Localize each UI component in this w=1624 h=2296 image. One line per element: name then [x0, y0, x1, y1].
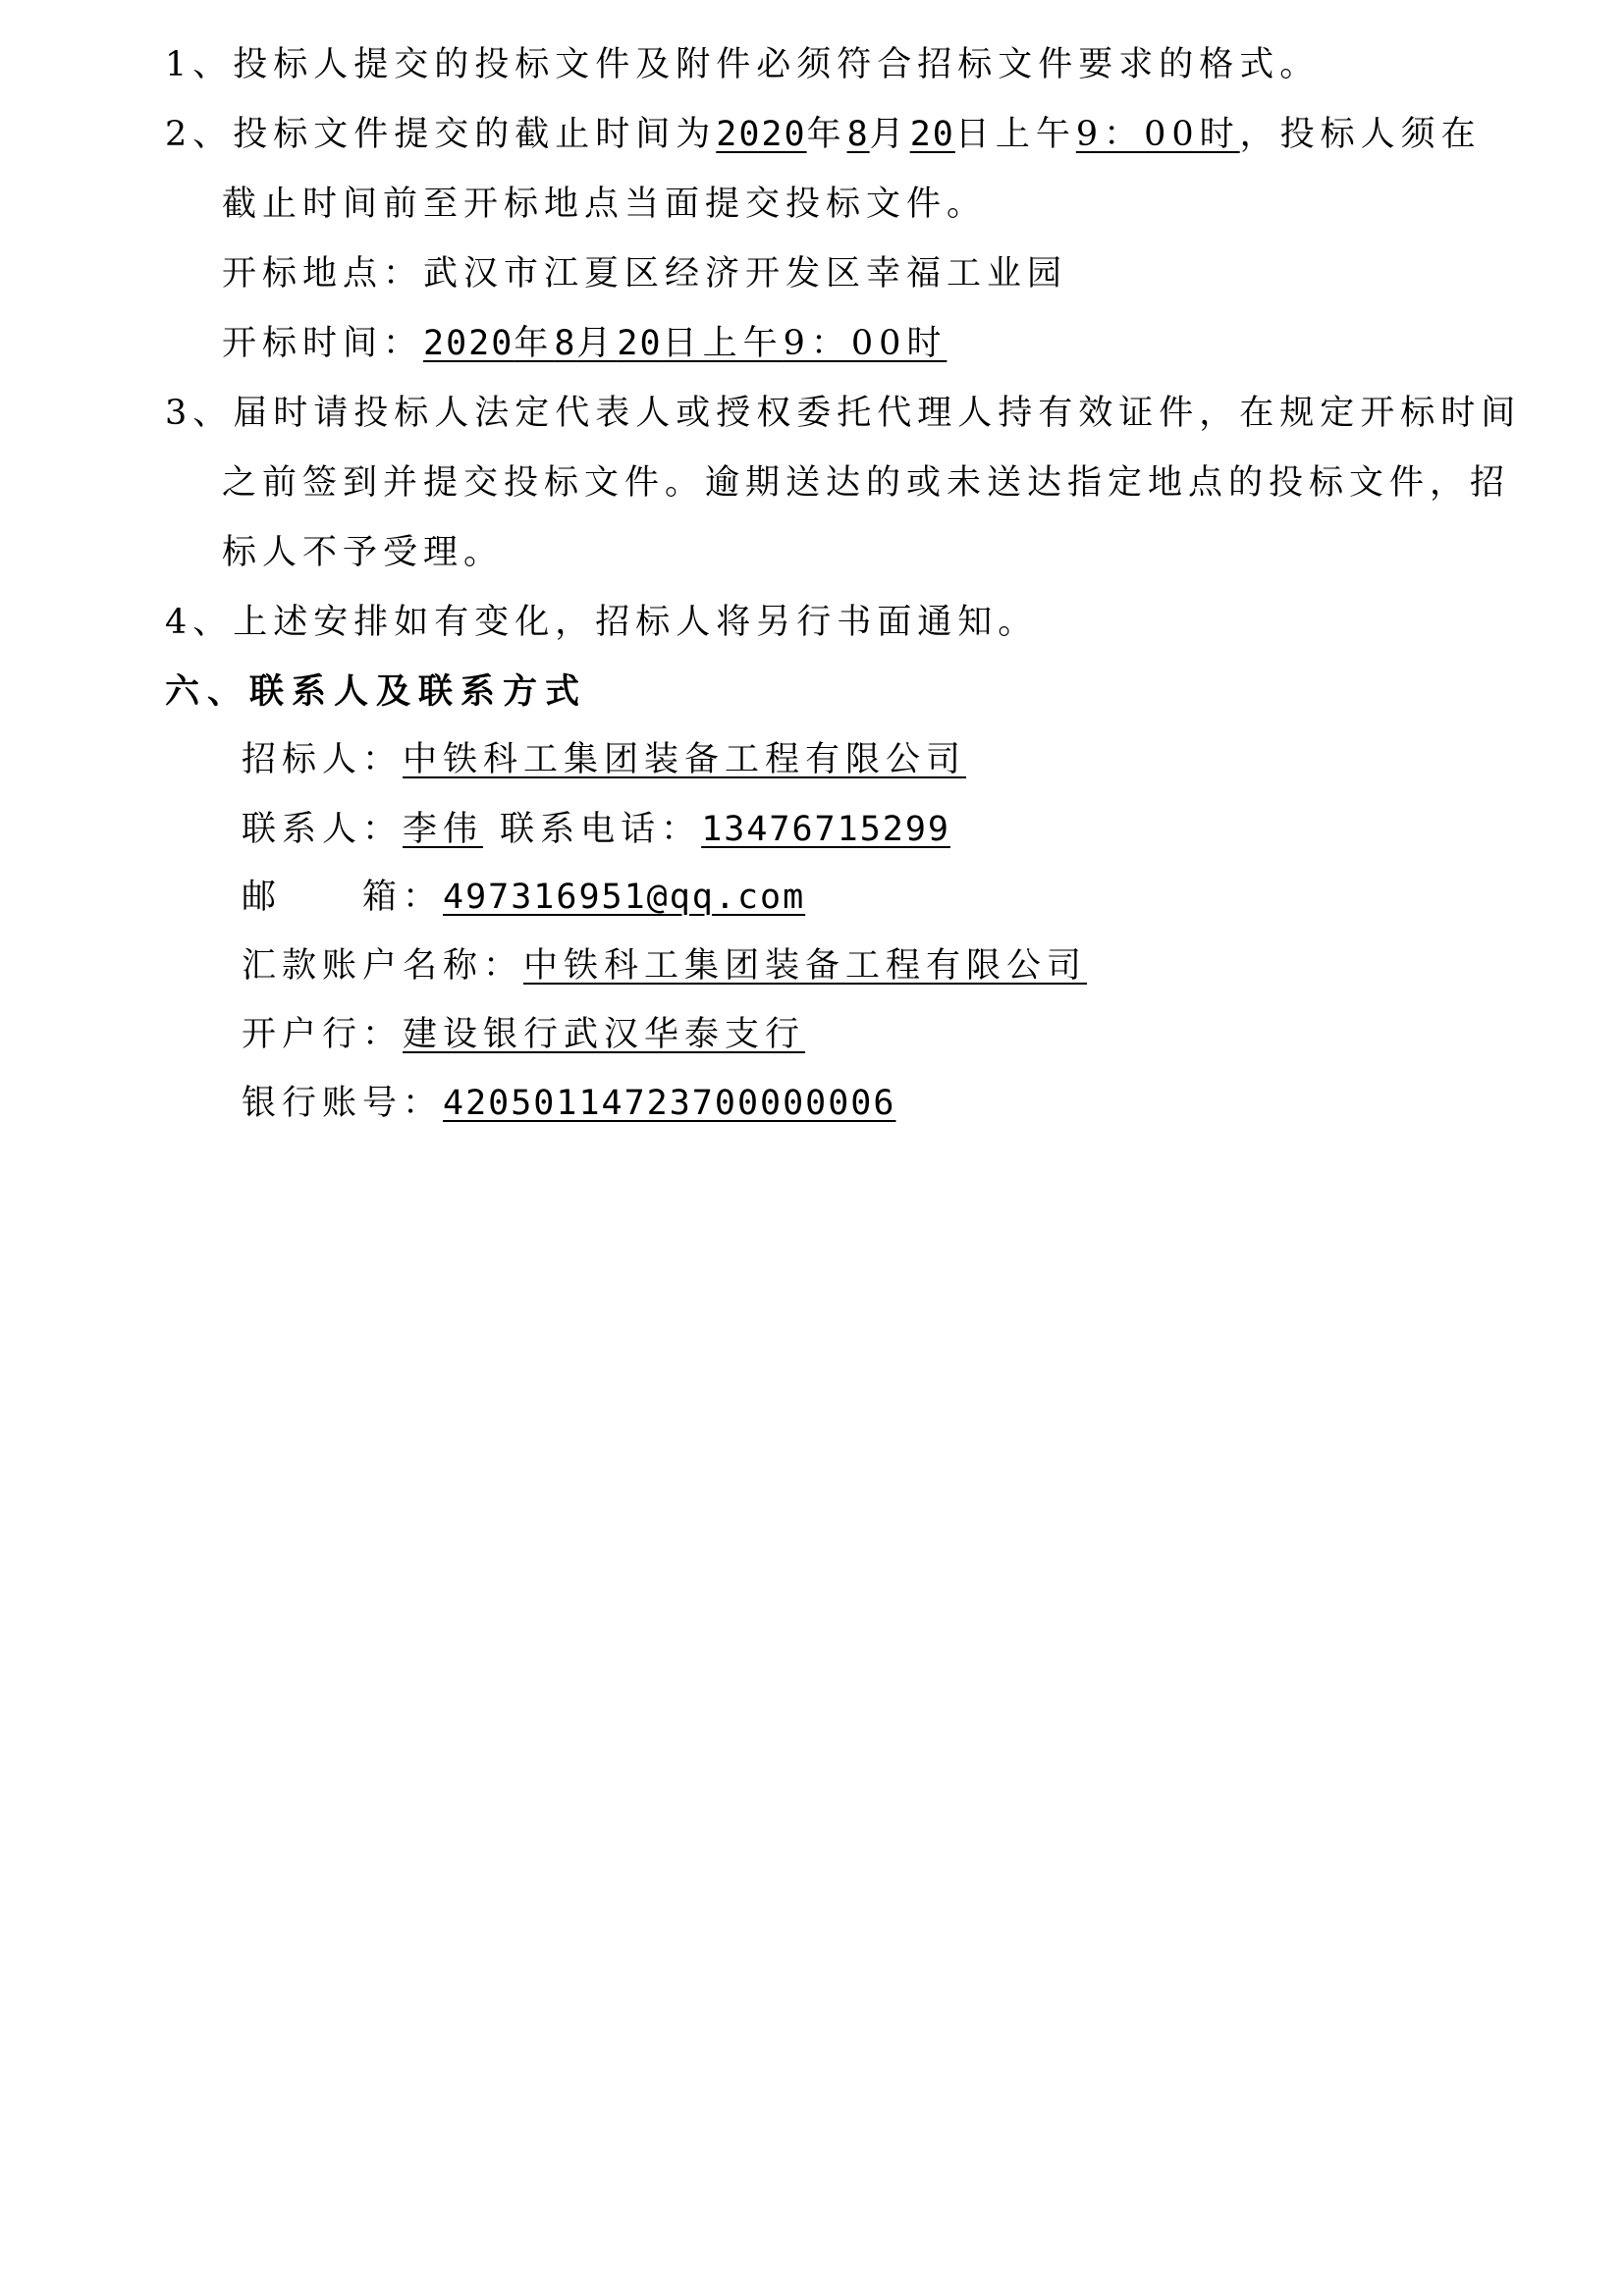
- opening-year: 2020: [423, 324, 514, 363]
- account-no-value: 42050114723700000006: [443, 1084, 896, 1123]
- opening-month: 8: [554, 324, 577, 363]
- tenderer-label: 招标人：: [242, 740, 404, 779]
- bank-value: 建设银行武汉华泰支行: [403, 1015, 806, 1054]
- item-2-prefix: 2、投标文件提交的截止时间为: [165, 115, 717, 154]
- email-row: [242, 876, 805, 919]
- item-2-line-1: [165, 113, 1482, 156]
- section-6-heading: [165, 670, 587, 714]
- account-no-row: [242, 1082, 895, 1125]
- opening-month-unit: 月: [576, 324, 618, 363]
- deadline-day: 20: [909, 115, 955, 154]
- deadline-month: 8: [846, 115, 870, 154]
- account-name-row: [242, 944, 1087, 988]
- item-3-line-3-text: 标人不予受理。: [222, 533, 505, 572]
- opening-location-value: 武汉市江夏区经济开发区幸福工业园: [423, 254, 1068, 294]
- account-name-value: 中铁科工集团装备工程有限公司: [523, 946, 1088, 986]
- opening-day: 20: [617, 324, 663, 363]
- tenderer-value: 中铁科工集团装备工程有限公司: [403, 740, 967, 779]
- item-3-line-2-text: 之前签到并提交投标文件。逾期送达的或未送达指定地点的投标文件，招: [222, 463, 1511, 503]
- item-3-line-1: [165, 392, 1521, 435]
- phone-label: 联系电话：: [500, 810, 702, 849]
- contact-label: 联系人：: [242, 810, 404, 849]
- phone-value: 13476715299: [701, 810, 950, 849]
- opening-year-unit: 年: [514, 324, 555, 363]
- email-label: 邮 箱：: [242, 878, 444, 917]
- deadline-year: 2020: [716, 115, 807, 154]
- opening-day-unit: 日上午: [662, 324, 784, 363]
- deadline-time: 9：00时: [1075, 115, 1240, 154]
- deadline-day-unit: 日上午: [954, 115, 1076, 154]
- bank-row: [242, 1013, 805, 1056]
- account-no-label: 银行账号：: [242, 1084, 444, 1123]
- email-value: 497316951@qq.com: [443, 878, 806, 917]
- opening-location: [222, 252, 1067, 295]
- item-2-line-2: [222, 183, 987, 226]
- item-3-line-3: [222, 531, 504, 574]
- deadline-month-unit: 月: [869, 115, 910, 154]
- opening-location-label: 开标地点：: [222, 254, 424, 294]
- contact-row: [242, 808, 950, 851]
- item-1-text: 1、投标人提交的投标文件及附件必须符合招标文件要求的格式。: [165, 45, 1321, 84]
- item-1: [165, 43, 1320, 86]
- opening-time-value: 9：00时: [783, 324, 947, 363]
- contact-value: 李伟: [403, 810, 484, 849]
- item-3-line-1-text: 3、届时请投标人法定代表人或授权委托代理人持有效证件，在规定开标时间: [165, 394, 1522, 433]
- bank-label: 开户行：: [242, 1015, 404, 1054]
- tenderer-row: [242, 738, 966, 781]
- opening-time: [222, 322, 947, 365]
- section-6-heading-text: 六、联系人及联系方式: [165, 671, 588, 712]
- item-2-suffix: ，投标人须在: [1239, 115, 1482, 154]
- item-3-line-2: [222, 461, 1510, 505]
- account-name-label: 汇款账户名称：: [242, 946, 524, 986]
- deadline-year-unit: 年: [806, 115, 847, 154]
- opening-time-label: 开标时间：: [222, 324, 424, 363]
- item-4: [165, 601, 1038, 644]
- item-4-text: 4、上述安排如有变化，招标人将另行书面通知。: [165, 603, 1039, 642]
- item-2-line-2-text: 截止时间前至开标地点当面提交投标文件。: [222, 185, 988, 224]
